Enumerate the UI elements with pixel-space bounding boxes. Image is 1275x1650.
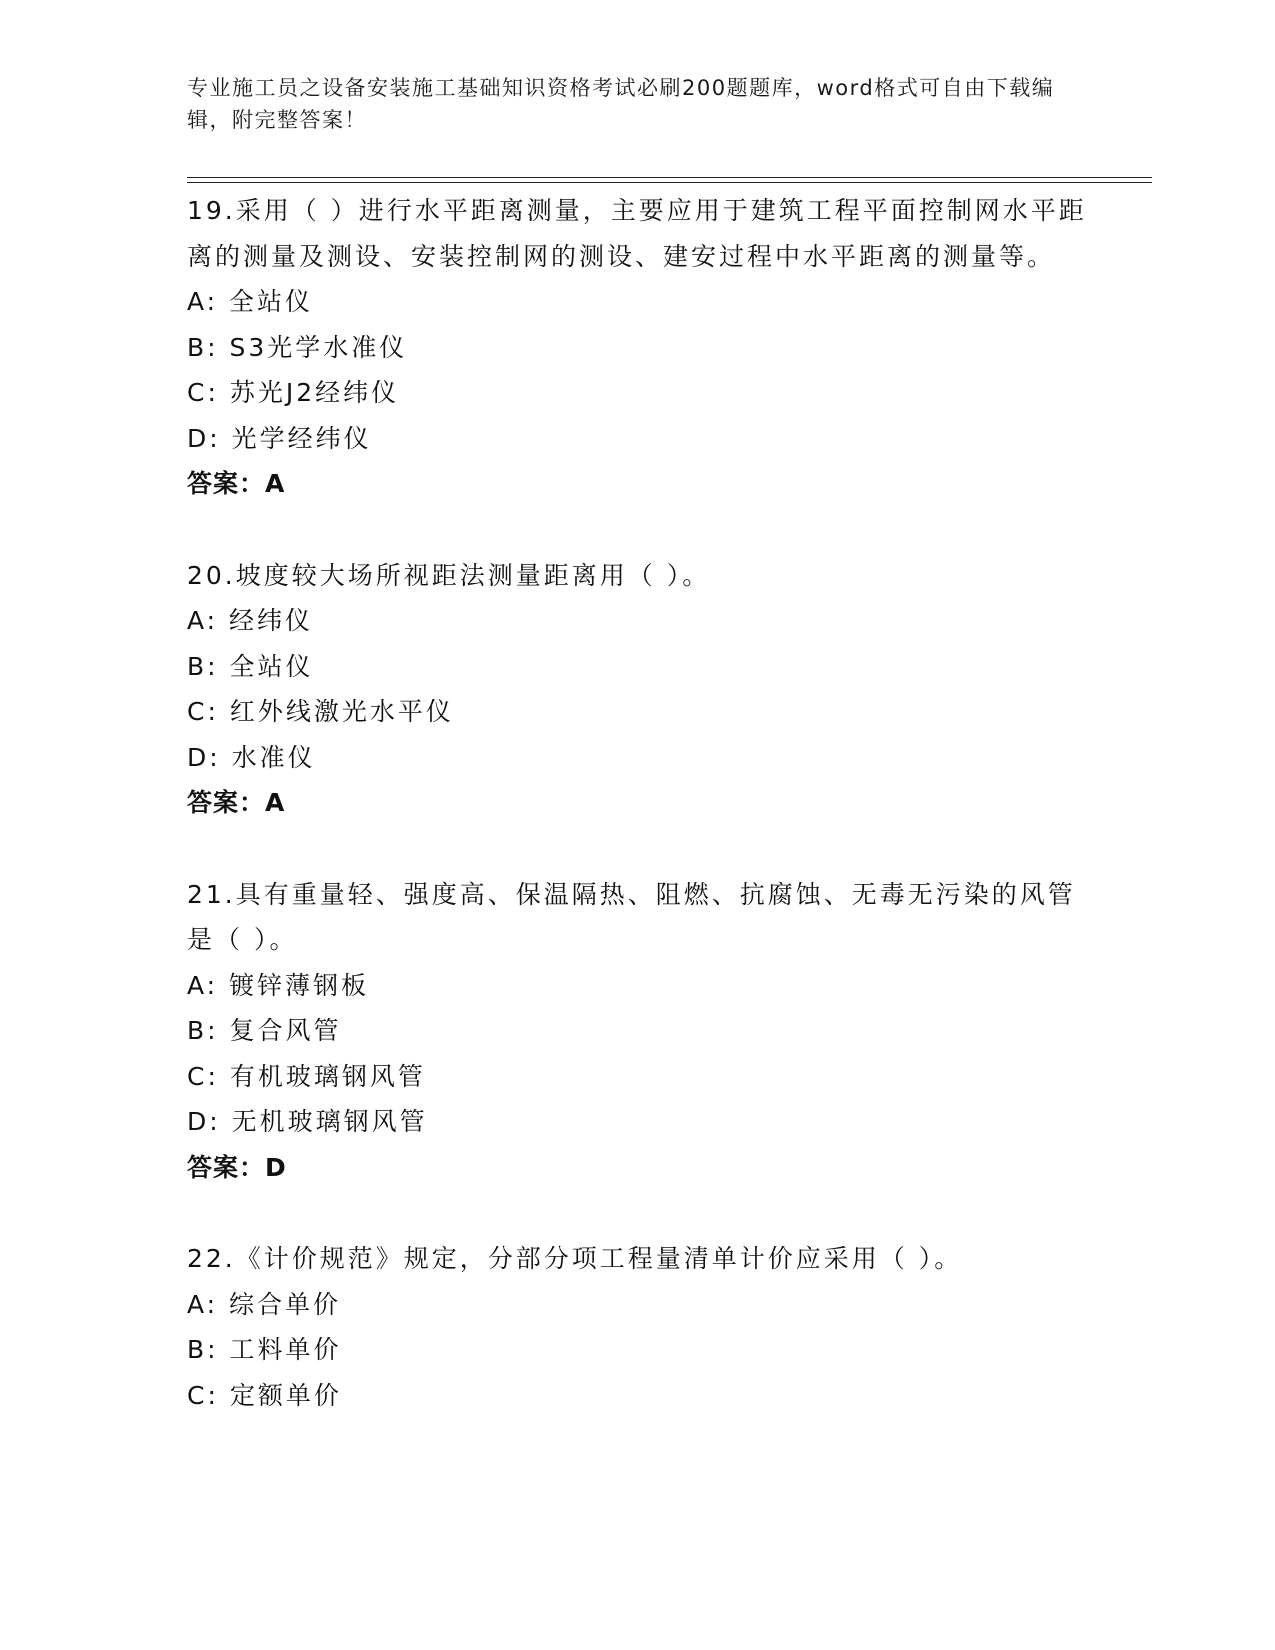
question-21 xyxy=(187,872,1087,1191)
option-b: B: 工料单价 xyxy=(187,1335,342,1364)
question-text: 21.具有重量轻、强度高、保温隔热、阻燃、抗腐蚀、无毒无污染的风管是（ ）。 xyxy=(187,879,1076,954)
option-b: B: 全站仪 xyxy=(187,651,314,681)
header-rule-bottom xyxy=(187,182,1152,183)
option-c: C: 红外线激光水平仪 xyxy=(187,697,454,726)
option-a: A: 全站仪 xyxy=(187,287,314,316)
document-header: 专业施工员之设备安装施工基础知识资格考试必刷200题题库，word格式可自由下载编辑，附完整答案！ xyxy=(187,76,1055,132)
question-text: 22.《计价规范》规定，分部分项工程量清单计价应采用（ ）。 xyxy=(187,1244,963,1273)
option-b: B: S3光学水准仪 xyxy=(187,332,408,362)
option-a: A: 镀锌薄钢板 xyxy=(187,970,370,1000)
option-b: B: 复合风管 xyxy=(187,1016,342,1045)
question-text: 19.采用（ ）进行水平距离测量，主要应用于建筑工程平面控制网水平距离的测量及测设、安装控制网的测设、建安过程中水平距离的测量等。 xyxy=(187,196,1087,271)
header-rule-top xyxy=(187,177,1152,178)
answer: 答案：D xyxy=(187,1152,287,1182)
question-22 xyxy=(187,1236,1087,1418)
option-c: C: 有机玻璃钢风管 xyxy=(187,1061,426,1091)
option-c: C: 定额单价 xyxy=(187,1380,342,1410)
question-19 xyxy=(187,188,1087,507)
answer: 答案：A xyxy=(187,469,286,498)
option-c: C: 苏光J2经纬仪 xyxy=(187,378,400,407)
option-d: D: 水准仪 xyxy=(187,742,316,772)
question-20 xyxy=(187,553,1087,826)
option-d: D: 光学经纬仪 xyxy=(187,423,372,453)
option-d: D: 无机玻璃钢风管 xyxy=(187,1107,428,1136)
option-a: A: 综合单价 xyxy=(187,1289,342,1319)
question-text: 20.坡度较大场所视距法测量距离用（ ）。 xyxy=(187,560,711,590)
answer: 答案：A xyxy=(187,788,286,817)
question-list xyxy=(187,188,1087,1418)
option-a: A: 经纬仪 xyxy=(187,606,314,635)
